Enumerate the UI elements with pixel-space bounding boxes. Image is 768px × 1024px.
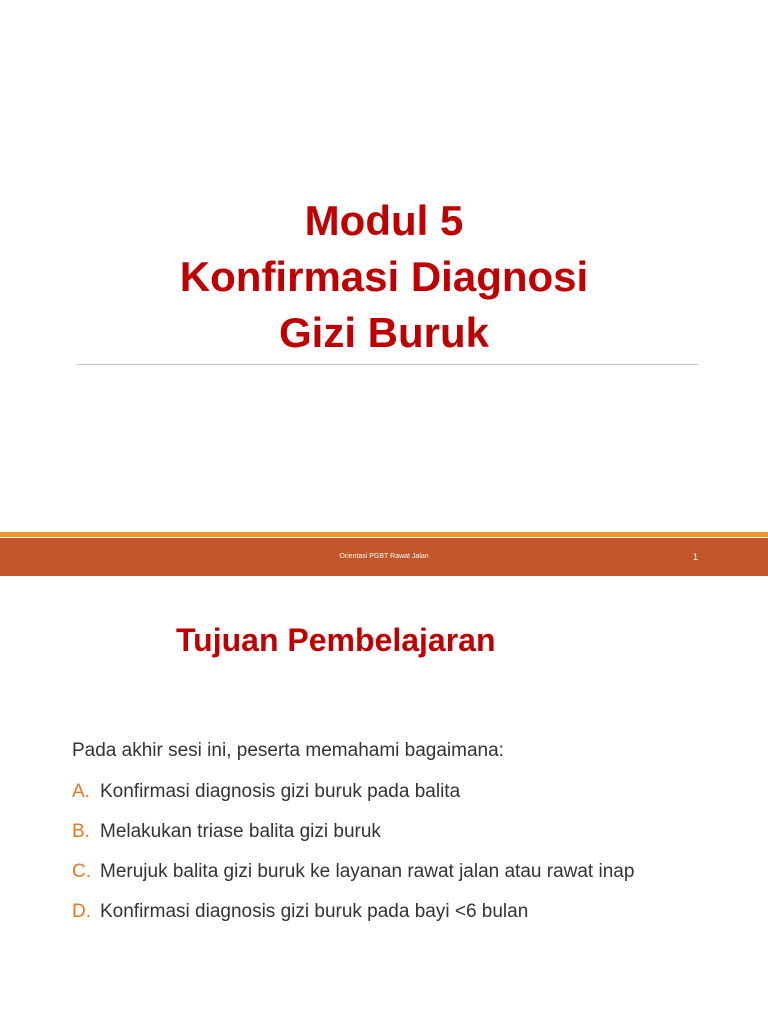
objectives-intro: Pada akhir sesi ini, peserta memahami bagaimana:	[72, 740, 504, 761]
footer-accent-stripe	[0, 532, 768, 537]
title-line-topic: Konfirmasi Diagnosi	[179, 253, 589, 300]
page-number: 1	[692, 552, 698, 562]
title-divider	[76, 364, 698, 365]
footer-caption: Orientasi PGBT Rawat Jalan	[339, 553, 429, 560]
list-item	[72, 819, 752, 859]
slide-objectives	[0, 576, 768, 1024]
slide-title-heading	[0, 193, 768, 361]
list-item	[72, 899, 752, 939]
list-item-text: Melakukan triase balita gizi buruk	[100, 821, 381, 842]
title-line-module: Modul 5	[304, 197, 464, 244]
list-item-text: Merujuk balita gizi buruk ke layanan rawat jalan atau rawat inap	[100, 861, 635, 882]
title-line-subject: Gizi Buruk	[278, 309, 490, 356]
objectives-heading: Tujuan Pembelajaran	[176, 622, 496, 658]
list-item-text: Konfirmasi diagnosis gizi buruk pada bayi <6 bulan	[100, 901, 529, 922]
list-item-text: Konfirmasi diagnosis gizi buruk pada balita	[100, 781, 461, 802]
list-item-letter: D.	[72, 901, 91, 922]
slide-footer	[0, 538, 768, 576]
list-item-letter: A.	[72, 781, 90, 802]
list-item-letter: B.	[72, 821, 90, 842]
list-item	[72, 779, 752, 819]
list-item-letter: C.	[72, 861, 91, 882]
objectives-list	[72, 779, 752, 939]
list-item	[72, 859, 752, 899]
